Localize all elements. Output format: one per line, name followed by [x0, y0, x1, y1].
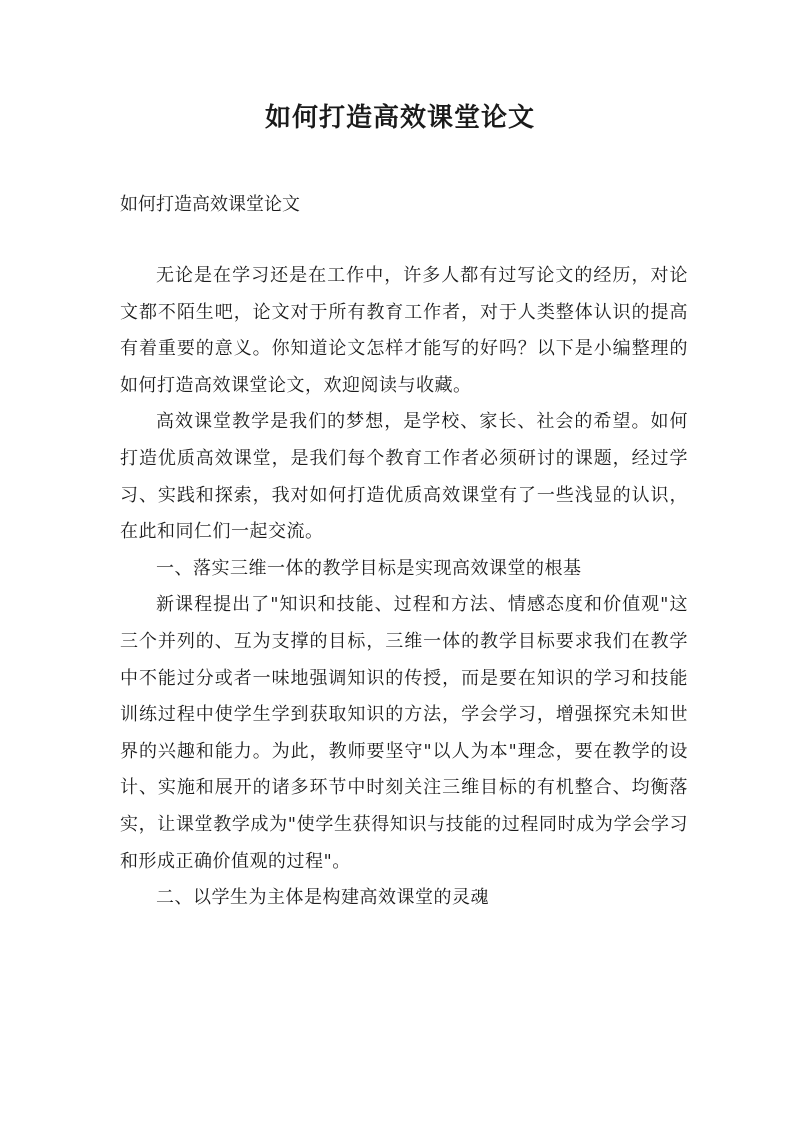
section-heading-2: 二、以学生为主体是构建高效课堂的灵魂 — [156, 887, 489, 909]
document-body — [120, 258, 688, 917]
paragraph-intro: 无论是在学习还是在工作中，许多人都有过写论文的经历，对论文都不陌生吧，论文对于所有教育工作者，对于人类整体认识的提高有着重要的意义。你知道论文怎样才能写的好吗？以下是小编整理的如何打造高效课堂论文，欢迎阅读与收藏。 — [120, 265, 688, 396]
paragraph-section-1: 新课程提出了"知识和技能、过程和方法、情感态度和价值观"这三个并列的、互为支撑的目标，三维一体的教学目标要求我们在教学中不能过分或者一味地强调知识的传授，而是要在知识的学习和技能训练过程中使学生学到获取知识的方法，学会学习，增强探究未知世界的兴趣和能力。为此，教师要坚守"以人为本"理念，要在教学的设计、实施和展开的诸多环节中时刻关注三维目标的有机整合、均衡落实，让课堂教学成为"使学生获得知识与技能的过程同时成为学会学习和形成正确价值观的过程"。 — [120, 594, 688, 872]
document-subtitle: 如何打造高效课堂论文 — [120, 194, 300, 215]
document-title: 如何打造高效课堂论文 — [264, 103, 535, 133]
section-heading-1: 一、落实三维一体的教学目标是实现高效课堂的根基 — [156, 557, 582, 579]
paragraph-vision: 高效课堂教学是我们的梦想，是学校、家长、社会的希望。如何打造优质高效课堂，是我们每个教育工作者必须研讨的课题，经过学习、实践和探索，我对如何打造优质高效课堂有了一些浅显的认识，在此和同仁们一起交流。 — [120, 411, 688, 543]
